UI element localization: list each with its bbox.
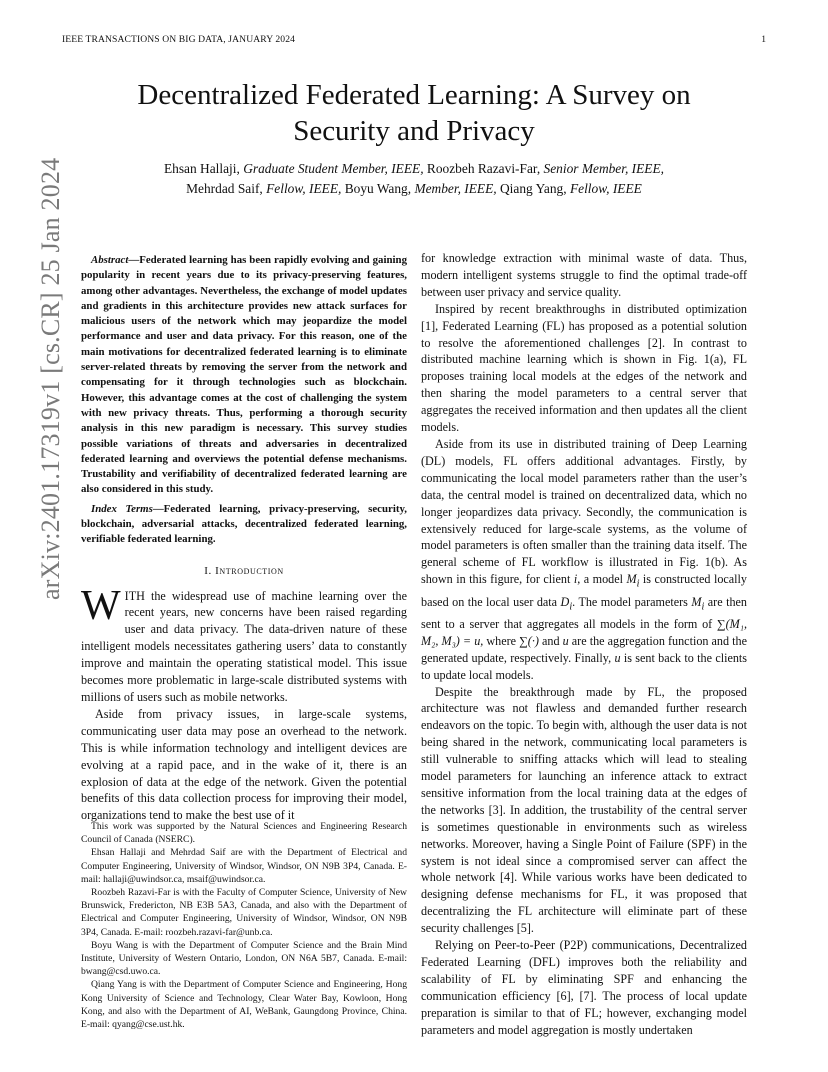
index-terms-text: —Federated learning, privacy-preserving, security, blockchain, adversarial attacks, decentralized federated learning, verifiable federated learning. bbox=[81, 502, 408, 546]
author-name: Mehrdad Saif, bbox=[186, 180, 263, 196]
page-number: 1 bbox=[761, 34, 766, 45]
index-terms-lead: Index Terms bbox=[91, 502, 153, 515]
author-role: Fellow, IEEE bbox=[569, 180, 642, 196]
footnote-funding: This work was supported by the Natural Sciences and Engineering Research Council of Canada (NSERC). bbox=[81, 821, 407, 846]
footnotes bbox=[81, 820, 407, 1031]
author-name: Boyu Wang, bbox=[344, 180, 412, 196]
text-run: is constructed locally based on the local user data bbox=[421, 572, 747, 609]
drop-cap: W bbox=[81, 582, 121, 629]
math-sub-i: i bbox=[569, 600, 573, 612]
math-sum: ∑(M₁, M₂, M₃) = u, bbox=[421, 616, 747, 648]
footnote-affiliation: Ehsan Hallaji and Mehrdad Saif are with the Department of Electrical and Computer Engineering, University of Windsor, Windsor, ON N9B 3P4, Canada. E-mail: hallaji@uwindsor.ca, msaif@uwindsor.ca. bbox=[81, 847, 407, 885]
author-role: Senior Member, IEEE, bbox=[543, 161, 665, 176]
title-line-2: Security and Privacy bbox=[293, 115, 535, 147]
right-paragraph-4: Relying on Peer-to-Peer (P2P) communications, Decentralized Federated Learning (DFL) improves both the reliability and scalability of FL by eliminating SPF and enhancing the communication efficiency [6], [7]. The process of local update preparation is similar to that of FL; however, exchanging model parameters and model aggregation is mostly undertaken bbox=[421, 938, 747, 1037]
arxiv-stamp[interactable]: arXiv:2401.17319v1 [cs.CR] 25 Jan 2024 bbox=[36, 157, 65, 600]
intro-paragraph-2: Aside from privacy issues, in large-scale systems, communicating user data may pose an overhead to the network. This is while information technology and intelligent devices are evolving at a rapid pace, and in the wake of it, there is an explosion of data at the edge of the network. Given the potential benefits of this data collection process for improving their model, organizations tend to make the best use of it bbox=[81, 706, 407, 823]
right-paragraph-1: Inspired by recent breakthroughs in distributed optimization [1], Federated Learning (FL) has proposed as a potential solution to resolve the aforementioned challenges [2]. In contrast to distributed machine learning which is shown in Fig. 1(a), FL proposes training local models at the edges of the network and then sharing the model parameters to a central server that aggregates the received information and then updates all the client models. bbox=[421, 301, 747, 435]
math-i: i bbox=[573, 572, 578, 587]
right-paragraph-0: for knowledge extraction with minimal waste of data. Thus, modern intelligent systems struggle to find the optimal trade-off between user privacy and service quality. bbox=[421, 251, 747, 299]
intro-p1-text: the widespread use of machine learning over the recent years, new concerns have been raised regarding user and data privacy. The data-driven nature of these intelligent models necessitates gathering users’ data to constantly improve and maintain the operating statistical model. This issue becomes more problematic in large-scale distributed systems with millions of users such as mobile networks. bbox=[81, 588, 407, 704]
math-u: u bbox=[614, 650, 621, 665]
author-role: Member, IEEE, bbox=[414, 180, 497, 196]
running-head: IEEE TRANSACTIONS ON BIG DATA, JANUARY 2024 bbox=[62, 34, 295, 45]
text-run: Aside from its use in distributed training of Deep Learning (DL) models, FL offers additional advantages. Firstly, by communicating the local model parameters rather than the user’s data, the central model is trained on decentralized data, which no longer jeopardizes data privacy. Secondly, the communication is extensively reduced for large-scale systems, as the volume of model parameters is often smaller than the training data itself. The general scheme of FL workflow is illustrated in Fig. 1(b). As shown in this figure, for client bbox=[421, 436, 747, 587]
paper-title bbox=[70, 77, 758, 149]
text-run: . The model parameters bbox=[572, 594, 692, 609]
abstract bbox=[81, 253, 407, 498]
author-list bbox=[90, 159, 738, 198]
intro-paragraph-1 bbox=[81, 582, 407, 706]
text-run: is sent back to the clients to update local models. bbox=[421, 650, 748, 682]
right-paragraph-3: Despite the breakthrough made by FL, the proposed architecture was not flawless and demanded further research endeavors on the topic. To begin with, although the user data is not being shared in the network, communicating local parameters is still vulnerable to sniffing attacks which will lead to stealing model parameters for launching an inference attack to extract sensitive information from the local training data at the edges of the networks [3]. In addition, the trustability of the central server is sometimes questionable in environments such as wireless networks. Moreover, having a Single Point of Failure (SPF) in the system is not ideal since a compromised server can affect the whole network [4]. While various works have been dedicated to designing defense mechanisms for FL, it was proposed that decentralizing the FL architecture will eliminate part of these security challenges [5]. bbox=[421, 684, 747, 936]
author-line-2 bbox=[90, 179, 738, 199]
footnote-affiliation: Roozbeh Razavi-Far is with the Faculty of Computer Science, University of New Brunswick, Fredericton, NB E3B 5A3, Canada, and also with the Department of Electrical and Computer Engineering, University of Windsor, Windsor, ON N9B 3P4, Canada. E-mail: roozbeh.razavi-far@unb.ca. bbox=[81, 887, 407, 938]
right-paragraph-2 bbox=[421, 436, 747, 684]
left-column bbox=[81, 253, 407, 824]
index-terms bbox=[81, 502, 407, 548]
text-run: , a model bbox=[577, 572, 627, 587]
math-u: u bbox=[562, 633, 569, 648]
abstract-text: —Federated learning has been rapidly evolving and gaining popularity in recent years due to its privacy-preserving features, among other advantages. Nevertheless, the exchange of model updates and gradients in this architecture provides new attack surfaces for malicious users of the network which may jeopardize the model performance and user and data privacy. For this reason, one of the main motivations for decentralized federated learning is to eliminate server-related threats by removing the server from the network and compensating for it through technologies such as blockchain. However, this advantage comes at the cost of challenging the system with new privacy threats. Thus, performing a thorough security analysis in this new paradigm is necessary. This survey studies possible variations of threats and adversaries in decentralized federated learning and overviews the potential defense mechanisms. Trustability and verifiability of decentralized federated learning are also considered in this study. bbox=[81, 254, 407, 496]
text-run: where bbox=[483, 633, 520, 648]
title-line-1: Decentralized Federated Learning: A Survey on bbox=[137, 79, 691, 111]
math-sub-i: i bbox=[636, 578, 640, 590]
math-sub-i: i bbox=[701, 600, 705, 612]
author-line-1 bbox=[90, 159, 738, 179]
section-heading: I. Introduction bbox=[204, 564, 284, 577]
text-run: are the aggregation function and the generated update, respectively. Finally, bbox=[421, 633, 747, 665]
author-role: Graduate Student Member, IEEE, bbox=[243, 161, 424, 176]
author-role: Fellow, IEEE, bbox=[266, 180, 342, 196]
math-Di: D bbox=[560, 594, 570, 609]
text-run: and bbox=[538, 633, 563, 648]
author-name: Qiang Yang, bbox=[500, 180, 567, 196]
text-run: are then sent to a server that aggregates all models in the form of bbox=[421, 594, 747, 631]
math-Mi: M bbox=[691, 594, 702, 609]
first-word: ITH bbox=[124, 588, 145, 603]
right-column bbox=[421, 250, 747, 1039]
abstract-lead: Abstract bbox=[91, 254, 129, 266]
footnote-affiliation: Qiang Yang is with the Department of Computer Science and Engineering, Hong Kong University of Science and Technology, Clear Water Bay, Kowloon, Hong Kong, and also with the Department of AI, WeBank, Gaungdong Province, China. E-mail: qyang@cse.ust.hk. bbox=[81, 979, 407, 1031]
author-name: Roozbeh Razavi-Far, bbox=[426, 161, 541, 176]
author-name: Ehsan Hallaji, bbox=[163, 161, 240, 176]
math-sum-dot: ∑(·) bbox=[519, 633, 539, 648]
footnote-affiliation: Boyu Wang is with the Department of Computer Science and the Brain Mind Institute, University of Western Ontario, London, ON N6A 5B7, Canada. E-mail: bwang@csd.uwo.ca. bbox=[81, 939, 407, 978]
math-Mi: M bbox=[626, 572, 637, 587]
